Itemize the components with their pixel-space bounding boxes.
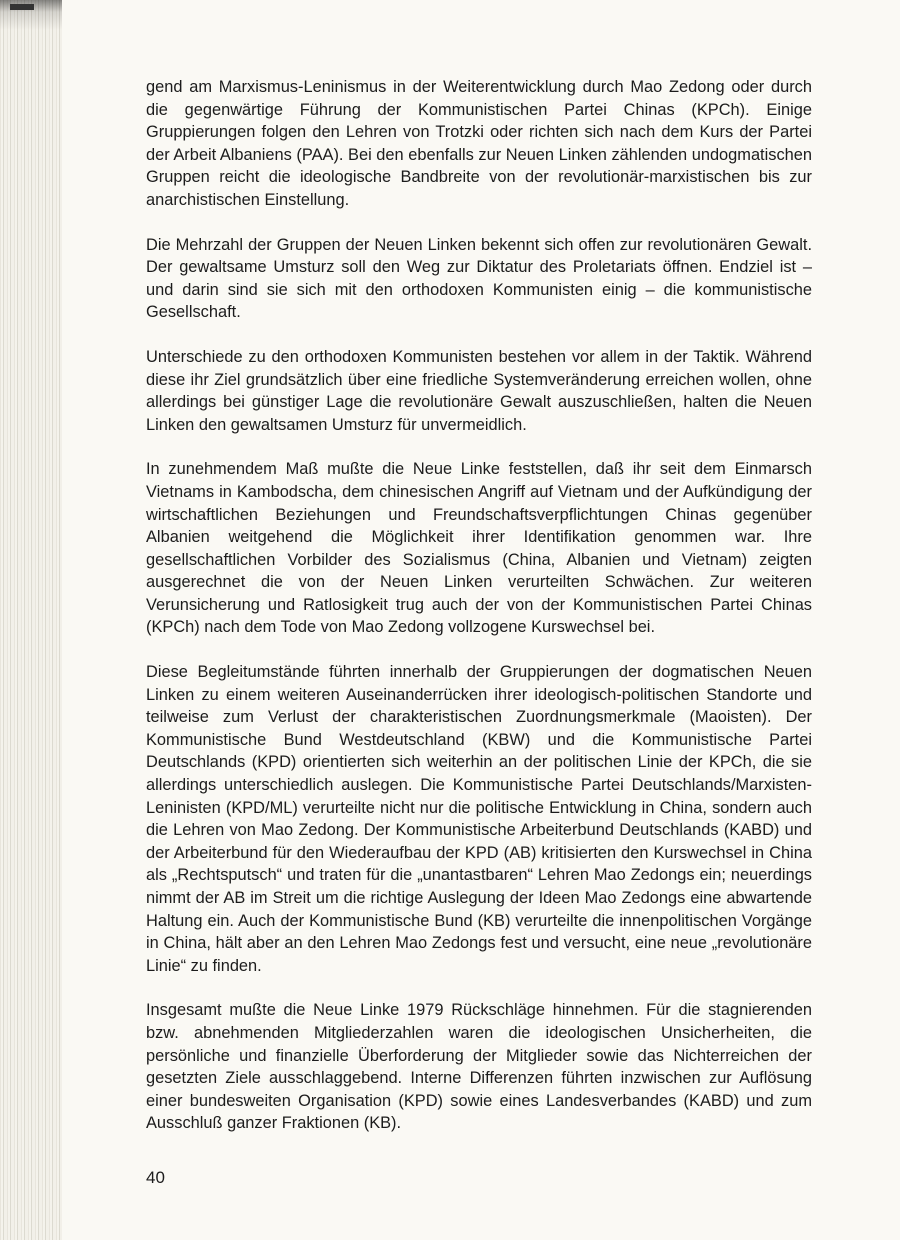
page-stack-edge [0, 0, 62, 1240]
paragraph: gend am Marxismus-Leninismus in der Weiterentwicklung durch Mao Zedong oder durch die gegenwärtige Führung der Kommunistischen Partei Chinas (KPCh). Einige Gruppierungen folgen den Lehren von Trotzki oder richten sich nach dem Kurs der Partei der Arbeit Albaniens (PAA). Bei den ebenfalls zur Neuen Linken zählenden undogmatischen Gruppen reicht die ideologische Bandbreite von der revolutionär-marxistischen bis zur anarchistischen Einstellung. [146, 78, 812, 209]
paragraph: Die Mehrzahl der Gruppen der Neuen Linken bekennt sich offen zur revolutionären Gewalt. Der gewaltsame Umsturz soll den Weg zur Diktatur des Proletariats öffnen. Endziel ist – und darin sind sie sich mit den orthodoxen Kommunisten einig – die kommunistische Gesellschaft. [146, 235, 812, 322]
paragraph: Insgesamt mußte die Neue Linke 1979 Rückschläge hinnehmen. Für die stagnierenden bzw. abnehmenden Mitgliederzahlen waren die ideologischen Unsicherheiten, die persönliche und finanzielle Überforderung der Mitglieder sowie das Nichterreichen der gesetzten Ziele ausschlaggebend. Interne Differenzen führten inzwischen zur Auflösung einer bundesweiten Organisation (KPD) sowie eines Landesverbandes (KABD) und zum Ausschluß ganzer Fraktionen (KB). [146, 1001, 812, 1133]
binding-mark [10, 4, 34, 10]
body-text [146, 76, 812, 1157]
page-number: 40 [146, 1168, 165, 1187]
paragraph: Diese Begleitumstände führten innerhalb der Gruppierungen der dogmatischen Neuen Linken zu einem weiteren Auseinanderrücken ihrer ideologisch-politischen Standorte und teilweise zum Verlust der charakteristischen Zuordnungsmerkmale (Maoisten). Der Kommunistische Bund Westdeutschland (KBW) und die Kommunistische Partei Deutschlands (KPD) orientierten sich weiterhin an der politischen Linie der KPCh, die sie allerdings unterschiedlich auslegen. Die Kommunistische Partei Deutschlands/Marxisten-Leninisten (KPD/ML) verurteilte nicht nur die politische Entwicklung in China, sondern auch die Lehren von Mao Zedong. Der Kommunistische Arbeiterbund Deutschlands (KABD) und der Arbeiterbund für den Wiederaufbau der KPD (AB) kritisierten den Kurswechsel in China als „Rechtsputsch“ und traten für die „unantastbaren“ Lehren Mao Zedongs ein; neuerdings nimmt der AB im Streit um die richtige Auslegung der Ideen Mao Zedongs eine abwartende Haltung ein. Auch der Kommunistische Bund (KB) verurteilte die innenpolitischen Vorgänge in China, hält aber an den Lehren Mao Zedongs fest und versucht, eine neue „revolutionäre Linie“ zu finden. [146, 663, 812, 975]
paragraph: Unterschiede zu den orthodoxen Kommunisten bestehen vor allem in der Taktik. Während diese ihr Ziel grundsätzlich über eine friedliche Systemveränderung erreichen wollen, ohne allerdings bei günstiger Lage die revolutionäre Gewalt auszuschließen, halten die Neuen Linken den gewaltsamen Umsturz für unvermeidlich. [146, 347, 812, 434]
paragraph: In zunehmendem Maß mußte die Neue Linke feststellen, daß ihr seit dem Einmarsch Vietnams in Kambodscha, dem chinesischen Angriff auf Vietnam und der Aufkündigung der wirtschaftlichen Beziehungen und Freundschaftsverpflichtungen Chinas gegenüber Albanien weitgehend die Möglichkeit ihrer Identifikation genommen war. Ihre gesellschaftlichen Vorbilder des Sozialismus (China, Albanien und Vietnam) zeigten ausgerechnet die von der Neuen Linken verurteilten Schwächen. Zur weiteren Verunsicherung und Ratlosigkeit trug auch der von der Kommunistischen Partei Chinas (KPCh) nach dem Tode von Mao Zedong vollzogene Kurswechsel bei. [146, 460, 812, 637]
